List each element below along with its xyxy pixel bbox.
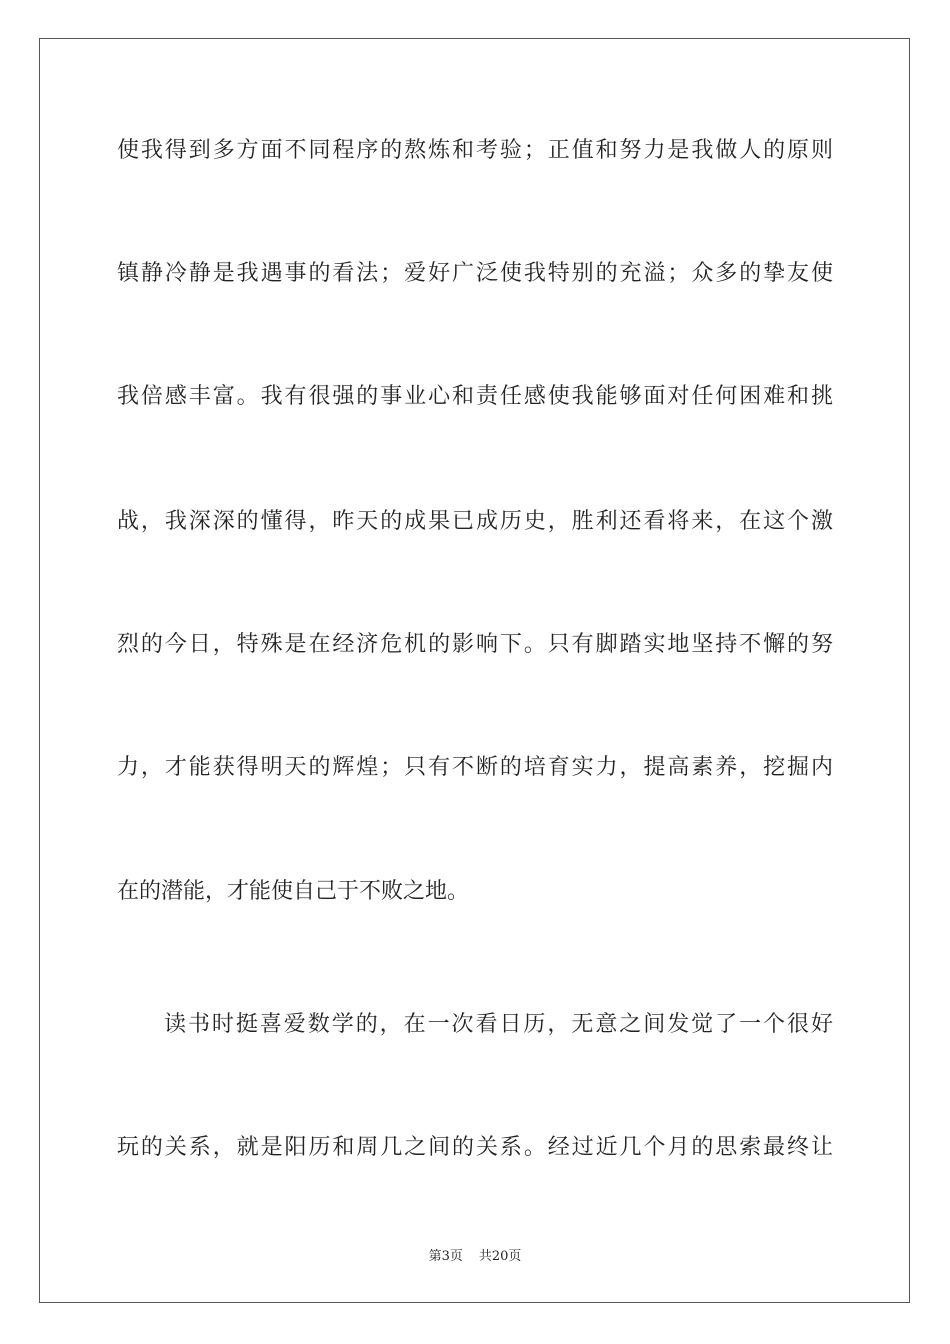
text-line-7: 在的潜能，才能使自己于不败之地。 <box>117 879 470 904</box>
text-line-2: 镇静冷静是我遇事的看法；爱好广泛使我特别的充溢；众多的挚友使 <box>117 261 833 286</box>
text-line-3: 我倍感丰富。我有很强的事业心和责任感使我能够面对任何困难和挑 <box>117 384 833 409</box>
text-line-1: 使我得到多方面不同程序的熬炼和考验；正值和努力是我做人的原则 <box>117 138 833 163</box>
paragraph-2-line-1: 读书时挺喜爱数学的，在一次看日历，无意之间发觉了一个很好 <box>164 1012 833 1037</box>
paragraph-2-line-2: 玩的关系，就是阳历和周几之间的关系。经过近几个月的思索最终让 <box>117 1135 833 1160</box>
page-footer <box>0 1248 950 1266</box>
page-border <box>39 38 910 1303</box>
page-number: 第3页 <box>428 1249 463 1264</box>
text-line-4: 战，我深深的懂得，昨天的成果已成历史，胜利还看将来，在这个激 <box>117 509 833 534</box>
total-pages: 共20页 <box>478 1249 522 1264</box>
text-line-6: 力，才能获得明天的辉煌；只有不断的培育实力，提高素养，挖掘内 <box>117 755 833 780</box>
text-line-5: 烈的今日，特殊是在经济危机的影响下。只有脚踏实地坚持不懈的努 <box>117 632 833 657</box>
